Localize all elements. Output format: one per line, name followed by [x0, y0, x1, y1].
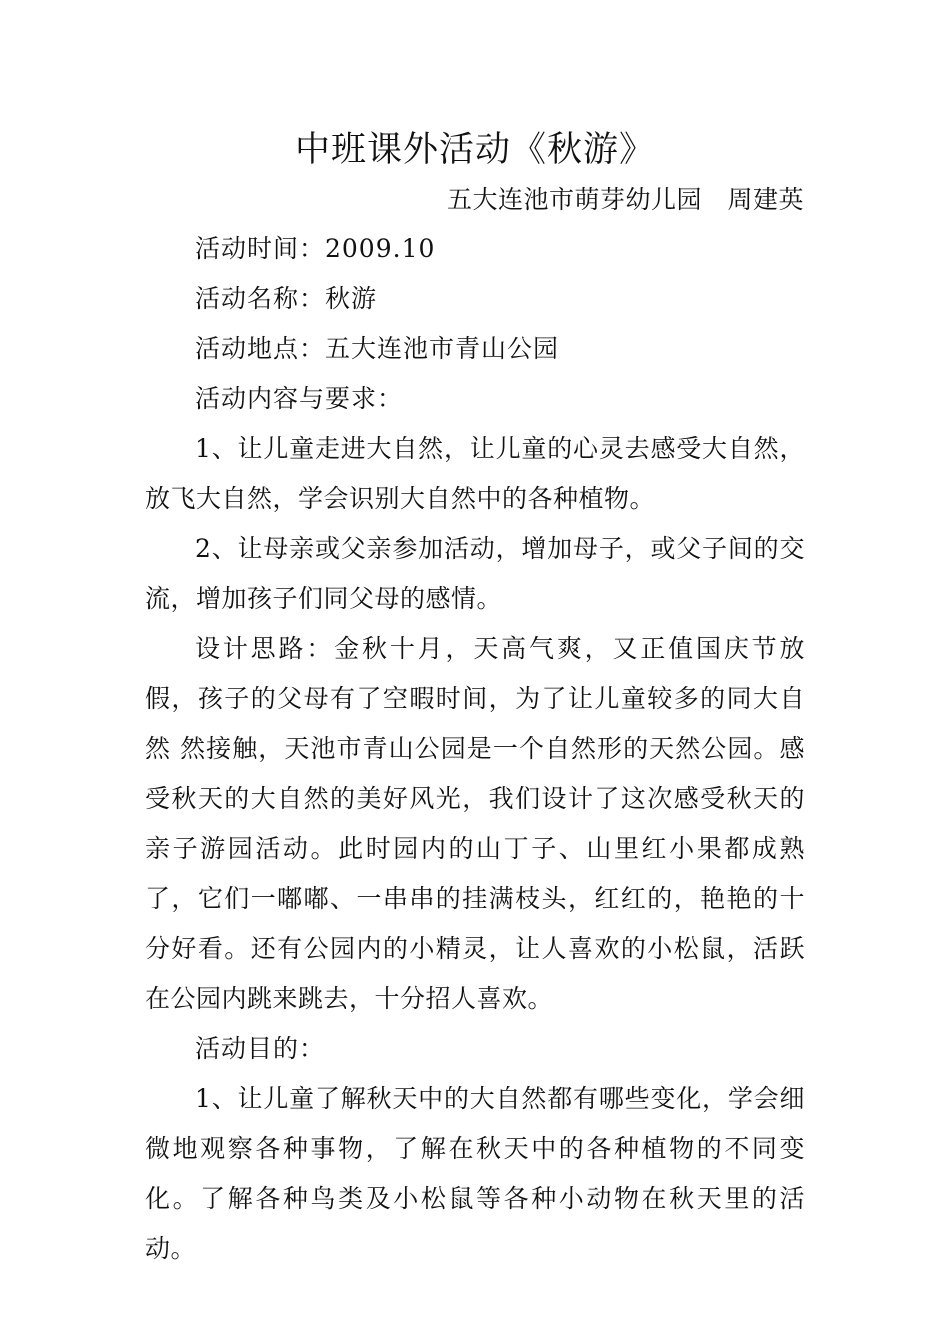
- activity-time: 活动时间：2009.10: [195, 234, 436, 263]
- requirement-paragraph-2: 2、让母亲或父亲参加活动，增加母子，或父子间的交流，增加孩子们同父母的感情。: [145, 534, 805, 613]
- requirement-paragraph-1: 1、让儿童走进大自然，让儿童的心灵去感受大自然，放飞大自然，学会识别大自然中的各种植物。: [145, 434, 805, 513]
- document-title: 中班课外活动《秋游》: [294, 130, 655, 170]
- design-idea-paragraph: 设计思路：金秋十月，天高气爽，又正值国庆节放假，孩子的父母有了空暇时间，为了让儿童较多的同大自然 然接触，天池市青山公园是一个自然形的天然公园。感受秋天的大自然的美好风光，我们设计了这次感受秋天的亲子游园活动。此时园内的山丁子、山里红小果都成熟了，它们一嘟嘟、一串串的挂满枝头，红红的，艳艳的十分好看。还有公园内的小精灵，让人喜欢的小松鼠，活跃在公园内跳来跳去，十分招人喜欢。: [145, 634, 805, 1013]
- activity-name: 活动名称：秋游: [195, 284, 378, 313]
- goal-heading: 活动目的：: [195, 1034, 326, 1063]
- author-line: 五大连池市萌芽幼儿园 周建英: [446, 185, 804, 214]
- content-heading: 活动内容与要求：: [195, 384, 404, 413]
- goal-paragraph-1: 1、让儿童了解秋天中的大自然都有哪些变化，学会细微地观察各种事物，了解在秋天中的各种植物的不同变化。了解各种鸟类及小松鼠等各种小动物在秋天里的活动。: [145, 1084, 805, 1263]
- activity-place: 活动地点：五大连池市青山公园: [195, 334, 560, 363]
